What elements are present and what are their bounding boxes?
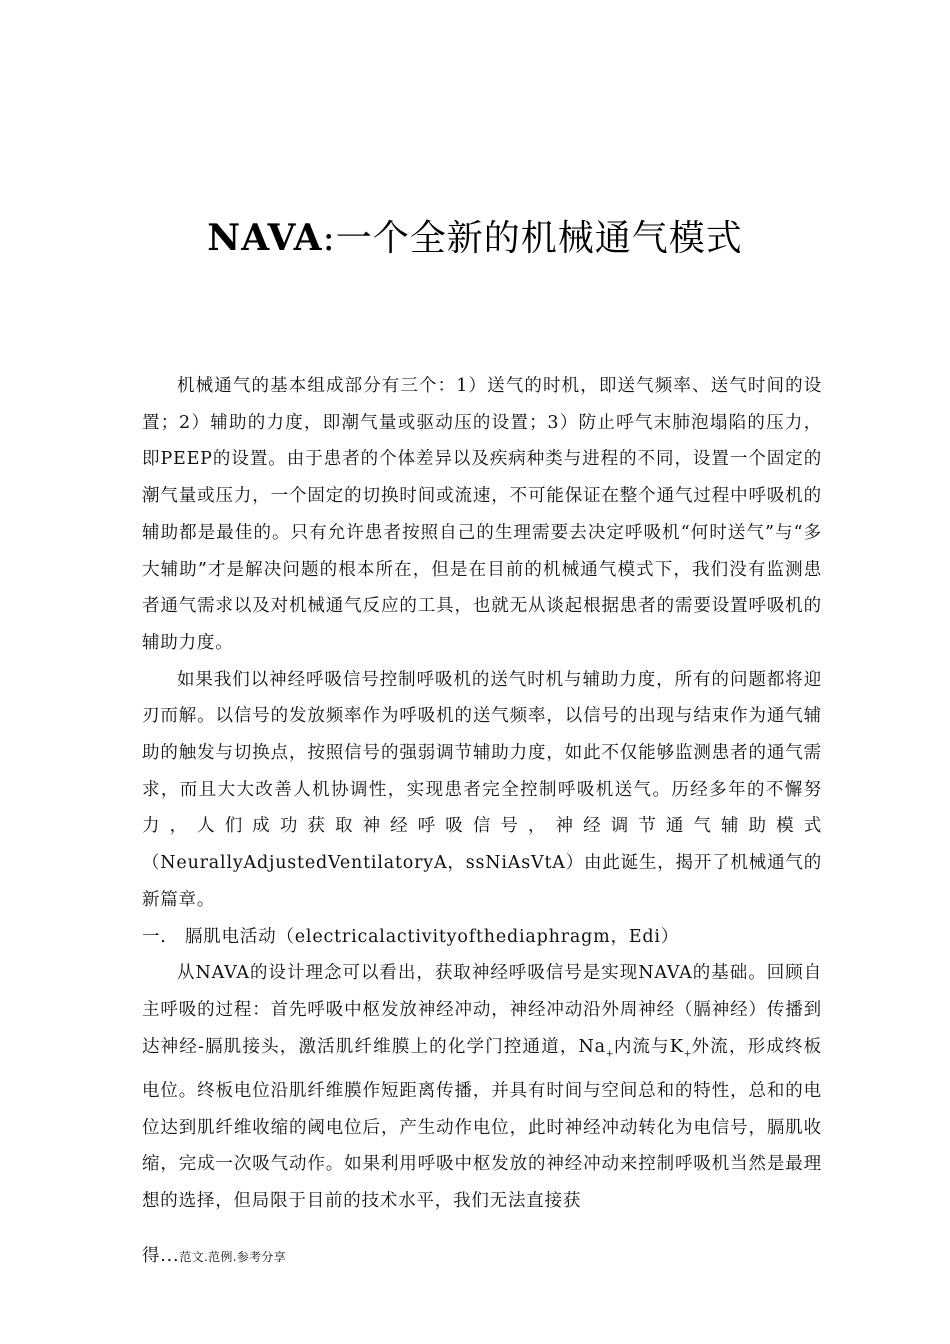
paragraph-3-part-b: 内流与K	[613, 1036, 684, 1057]
sodium-charge: +	[605, 1049, 614, 1060]
document-body	[142, 368, 822, 1220]
potassium-charge: +	[683, 1049, 692, 1060]
footer-note: 范文.范例.参考分享	[179, 1250, 287, 1264]
page-footer	[142, 1238, 286, 1275]
title-chinese: :一个全新的机械通气模式	[322, 218, 743, 259]
paragraph-2: 如果我们以神经呼吸信号控制呼吸机的送气时机与辅助力度，所有的问题都将迎刃而解。以信号的发放频率作为呼吸机的送气频率，以信号的出现与结束作为通气辅助的触发与切换点，按照信号的强弱调节辅助力度，如此不仅能够监测患者的通气需求，而且大大改善人机协调性，实现患者完全控制呼吸机送气。历经多年的不懈努力，人们成功获取神经呼吸信号，神经调节通气辅助模式（NeurallyAdjustedVentilatoryA，ssNiAsVtA）由此诞生，揭开了机械通气的新篇章。	[142, 669, 822, 910]
paragraph-3-part-a: 从NAVA的设计理念可以看出，获取神经呼吸信号是实现NAVA的基础。回顾自主呼吸的过程：首先呼吸中枢发放神经冲动，神经冲动沿外周神经（膈神经）传播到达神经-膈肌接头，激活肌纤维膜上的化学门控通道，Na	[142, 963, 822, 1057]
section-heading: 一. 膈肌电活动（electricalactivityofthediaphragm，Edi）	[142, 926, 680, 947]
paragraph-1: 机械通气的基本组成部分有三个：1）送气的时机，即送气频率、送气时间的设置；2）辅助的力度，即潮气量或驱动压的设置；3）防止呼气末肺泡塌陷的压力，即PEEP的设置。由于患者的个体差异以及疾病种类与进程的不同，设置一个固定的潮气量或压力，一个固定的切换时间或流速，不可能保证在整个通气过程中呼吸机的辅助都是最佳的。只有允许患者按照自己的生理需要去决定呼吸机“何时送气”与“多大辅助”才是解决问题的根本所在，但是在目前的机械通气模式下，我们没有监测患者通气需求以及对机械通气反应的工具，也就无从谈起根据患者的需要设置呼吸机的辅助力度。	[142, 376, 822, 653]
paragraph-3-part-c: 外流，形成终板电位。终板电位沿肌纤维膜作短距离传播，并具有时间与空间总和的特性，总和的电位达到肌纤维收缩的阈电位后，产生动作电位，此时神经冲动转化为电信号，膈肌收缩，完成一次吸气动作。如果利用呼吸中枢发放的神经冲动来控制呼吸机当然是最理想的选择，但局限于目前的技术水平，我们无法直接获	[142, 1036, 822, 1211]
page-title	[0, 212, 950, 265]
title-latin: NAVA	[207, 217, 323, 259]
paragraph-3	[142, 955, 822, 1219]
footer-lead: 得...	[142, 1246, 180, 1266]
